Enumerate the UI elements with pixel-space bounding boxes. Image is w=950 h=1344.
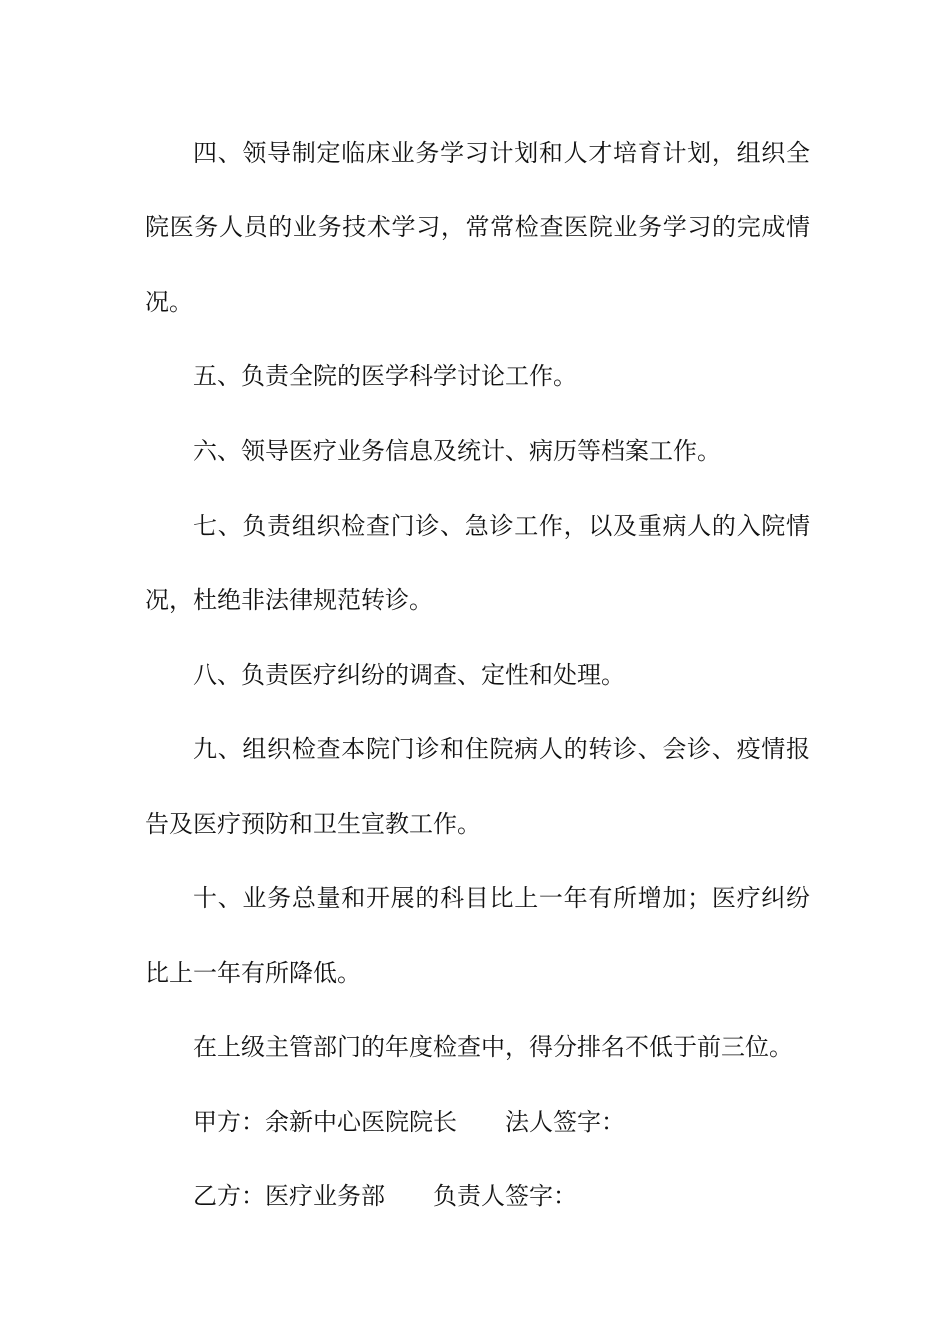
- paragraph-line: 十、业务总量和开展的科目比上一年有所增加；医疗纠纷: [193, 884, 810, 912]
- signature-party-b: [193, 1180, 577, 1212]
- signature-party-a: [193, 1106, 625, 1138]
- paragraph-line: 况，杜绝非法律规范转诊。: [145, 586, 433, 614]
- party-b-label: 乙方：医疗业务部: [193, 1182, 385, 1210]
- paragraph-line: 况。: [145, 288, 193, 316]
- paragraph-line: 院医务人员的业务技术学习，常常检查医院业务学习的完成情: [145, 213, 810, 241]
- party-b-sign-label: 负责人签字：: [433, 1182, 577, 1210]
- paragraph-line: 七、负责组织检查门诊、急诊工作，以及重病人的入院情: [193, 512, 810, 540]
- paragraph-line: 八、负责医疗纠纷的调查、定性和处理。: [193, 661, 625, 689]
- party-a-label: 甲方：余新中心医院院长: [193, 1108, 457, 1136]
- paragraph-line: 告及医疗预防和卫生宣教工作。: [145, 810, 481, 838]
- paragraph-line: 在上级主管部门的年度检查中，得分排名不低于前三位。: [193, 1033, 793, 1061]
- paragraph-line: 比上一年有所降低。: [145, 959, 361, 987]
- paragraph-line: 五、负责全院的医学科学讨论工作。: [193, 362, 577, 390]
- paragraph-line: 九、组织检查本院门诊和住院病人的转诊、会诊、疫情报: [193, 735, 810, 763]
- paragraph-line: 六、领导医疗业务信息及统计、病历等档案工作。: [193, 437, 721, 465]
- party-a-sign-label: 法人签字：: [505, 1108, 625, 1136]
- paragraph-line: 四、领导制定临床业务学习计划和人才培育计划，组织全: [193, 139, 810, 167]
